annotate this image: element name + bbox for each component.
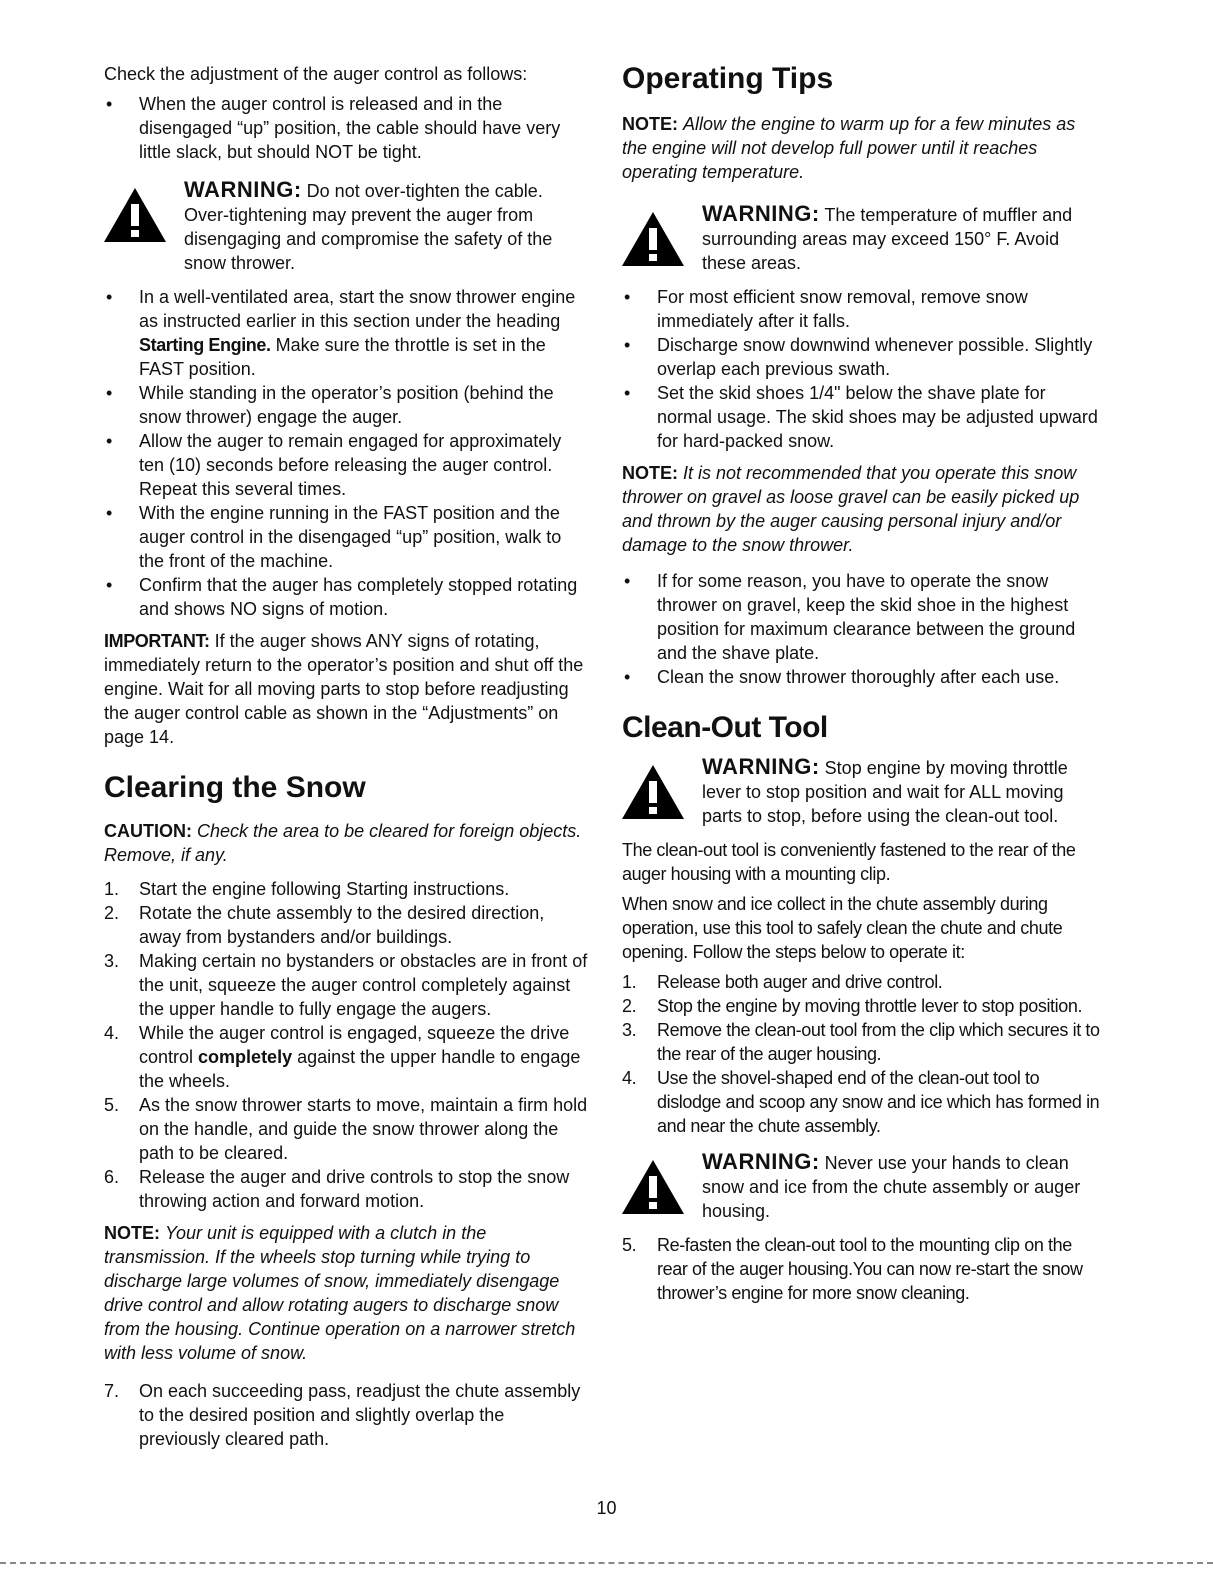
- step-number: 1.: [104, 879, 120, 899]
- warning-text: The temperature of muffler and surrounding areas may exceed 150° F. Avoid these areas.: [702, 205, 1073, 273]
- bullet: •: [106, 383, 113, 403]
- warning-triangle-icon: [622, 1160, 684, 1214]
- list-item-text: As the snow thrower starts to move, maintain a firm hold on the handle, and guide the snow thrower along the path to be cleared.: [139, 1095, 588, 1163]
- bullet: •: [624, 571, 631, 591]
- list-item: [622, 665, 1105, 689]
- list-item: [104, 285, 589, 381]
- bullet: •: [106, 575, 113, 595]
- list-item: [622, 970, 1105, 994]
- note-label: NOTE:: [104, 1223, 160, 1243]
- list-item-text: Discharge snow downwind whenever possible. Slightly overlap each previous swath.: [657, 335, 1093, 379]
- step-number: 6.: [104, 1167, 120, 1187]
- warning-box: [622, 1150, 1105, 1223]
- caution-text: Check the area to be cleared for foreign objects. Remove, if any.: [104, 821, 582, 865]
- list-item: [622, 1018, 1105, 1066]
- step-number: 5.: [104, 1095, 120, 1115]
- note-text: It is not recommended that you operate this snow thrower on gravel as loose gravel can be easily picked up and thrown by the auger causing personal injury and/or damage to the snow thrower.: [622, 463, 1080, 555]
- section-heading-clearing: Clearing the Snow: [104, 771, 366, 804]
- list-item-text: While standing in the operator’s position (behind the snow thrower) engage the auger.: [139, 383, 554, 427]
- list-item: [104, 501, 589, 573]
- step-number: 4.: [622, 1068, 637, 1088]
- bullet: •: [624, 667, 631, 687]
- caution-paragraph: [104, 819, 589, 867]
- list-item-text: Making certain no bystanders or obstacles are in front of the unit, squeeze the auger control completely against the upper handle to fully engage the augers.: [139, 951, 588, 1019]
- list-item: [104, 901, 589, 949]
- list-item-text: Re-fasten the clean-out tool to the mounting clip on the rear of the auger housing.You can now re-start the snow thrower’s engine for more snow cleaning.: [657, 1235, 1083, 1303]
- list-item: [104, 92, 589, 164]
- list-item-text: In a well-ventilated area, start the snow thrower engine as instructed earlier in this section under the heading: [139, 287, 576, 331]
- list-item-text: Confirm that the auger has completely stopped rotating and shows NO signs of motion.: [139, 575, 578, 619]
- list-item-text: Clean the snow thrower thoroughly after each use.: [657, 667, 1060, 687]
- bullet: •: [624, 287, 631, 307]
- list-item: [622, 333, 1105, 381]
- steps-list: [622, 970, 1105, 1138]
- list-item: [104, 877, 589, 901]
- list-item-text: If for some reason, you have to operate the snow thrower on gravel, keep the skid shoe in the highest position for maximum clearance between the ground and the shave plate.: [657, 571, 1076, 663]
- section-heading-cleanout: Clean-Out Tool: [622, 711, 828, 744]
- bullet: •: [624, 383, 631, 403]
- list-item: [622, 285, 1105, 333]
- right-column: [622, 62, 1105, 1305]
- list-item-text: Start the engine following Starting instructions.: [139, 879, 510, 899]
- list-item: [104, 1093, 589, 1165]
- list-item: [104, 573, 589, 621]
- note-text: Your unit is equipped with a clutch in the transmission. If the wheels stop turning while trying to discharge large volumes of snow, immediately disengage drive control and allow rotating augers to discharge snow from the housing. Continue operation on a narrower stretch with less volume of snow.: [104, 1223, 576, 1363]
- warning-triangle-icon: [104, 188, 166, 242]
- warning-box: [104, 178, 589, 275]
- intro-text: Check the adjustment of the auger control as follows:: [104, 64, 528, 84]
- warning-label: WARNING:: [702, 754, 820, 779]
- bold-ref: Starting Engine.: [139, 335, 271, 355]
- note-paragraph: [622, 112, 1105, 184]
- list-item-text: On each succeeding pass, readjust the chute assembly to the desired position and slightly overlap the previously cleared path.: [139, 1381, 581, 1449]
- list-item: [104, 949, 589, 1021]
- list-item-text: Stop the engine by moving throttle lever to stop position.: [657, 996, 1083, 1016]
- step-number: 3.: [104, 951, 120, 971]
- list-item: [104, 381, 589, 429]
- list-item: [104, 429, 589, 501]
- list-item: [104, 1021, 589, 1093]
- list-item-text: Release the auger and drive controls to stop the snow throwing action and forward motion.: [139, 1167, 570, 1211]
- warning-triangle-icon: [622, 212, 684, 266]
- warning-text: Do not over-tighten the cable. Over-tightening may prevent the auger from disengaging and compromise the safety of the snow thrower.: [184, 181, 553, 273]
- list-item-text: Make sure the throttle is set in the FAST position.: [139, 335, 546, 379]
- step-number: 4.: [104, 1023, 120, 1043]
- caution-label: CAUTION:: [104, 821, 192, 841]
- note-paragraph: [622, 461, 1105, 557]
- important-paragraph: [104, 629, 589, 749]
- important-text: If the auger shows ANY signs of rotating, immediately return to the operator’s position and shut off the engine. Wait for all moving parts to stop before readjusting the auger control cable as shown in the “Adjustments” on page 14.: [104, 631, 584, 747]
- list-item: [622, 1233, 1105, 1305]
- list-item-text: against the upper handle to engage the wheels.: [139, 1047, 581, 1091]
- step-number: 1.: [622, 972, 637, 992]
- note-label: NOTE:: [622, 114, 678, 134]
- steps-list: [104, 877, 589, 1021]
- tips-list: [622, 569, 1105, 689]
- bullet: •: [624, 335, 631, 355]
- bullet: •: [106, 94, 113, 114]
- warning-triangle-icon: [622, 765, 684, 819]
- warning-label: WARNING:: [184, 177, 302, 202]
- step-number: 2.: [104, 903, 120, 923]
- bullet: •: [106, 503, 113, 523]
- section-heading-tips: Operating Tips: [622, 62, 834, 95]
- step-number: 3.: [622, 1020, 637, 1040]
- list-item: [622, 381, 1105, 453]
- step-number: 5.: [622, 1235, 637, 1255]
- bold-text: completely: [198, 1047, 293, 1067]
- bullet: •: [106, 287, 113, 307]
- warning-text: Stop engine by moving throttle lever to stop position and wait for ALL moving parts to stop, before using the clean-out tool.: [702, 758, 1068, 826]
- list-item-text: Allow the auger to remain engaged for approximately ten (10) seconds before releasing the auger control. Repeat this several times.: [139, 431, 562, 499]
- important-label: IMPORTANT:: [104, 631, 210, 651]
- note-label: NOTE:: [622, 463, 678, 483]
- list-item: [622, 569, 1105, 665]
- list-item-text: Release both auger and drive control.: [657, 972, 943, 992]
- list-item: [104, 1165, 589, 1213]
- list-item-text: Rotate the chute assembly to the desired direction, away from bystanders and/or buildings.: [139, 903, 545, 947]
- page-number: 10: [596, 1498, 617, 1518]
- list-item-text: Use the shovel-shaped end of the clean-out tool to dislodge and scoop any snow and ice which has formed in and near the chute assembly.: [657, 1068, 1100, 1136]
- list-item: [622, 994, 1105, 1018]
- warning-label: WARNING:: [702, 201, 820, 226]
- list-item-text: Set the skid shoes 1/4" below the shave plate for normal usage. The skid shoes may be adjusted upward for hard-packed snow.: [657, 383, 1098, 451]
- list-item-text: For most efficient snow removal, remove snow immediately after it falls.: [657, 287, 1028, 331]
- bullet: •: [106, 431, 113, 451]
- body-paragraph: When snow and ice collect in the chute assembly during operation, use this tool to safely clean the chute and chute opening. Follow the steps below to operate it:: [622, 894, 1063, 962]
- list-item-text: When the auger control is released and in the disengaged “up” position, the cable should have very little slack, but should NOT be tight.: [139, 94, 561, 162]
- tips-list: [622, 285, 1105, 453]
- list-item-text: While the auger control is engaged, squeeze the drive control: [139, 1023, 570, 1067]
- list-item: [104, 1379, 589, 1451]
- list-item: [622, 1066, 1105, 1138]
- left-column: [104, 62, 589, 1451]
- list-item-text: With the engine running in the FAST position and the auger control in the disengaged “up” position, walk to the front of the machine.: [139, 503, 562, 571]
- note-paragraph: [104, 1221, 589, 1365]
- step-number: 2.: [622, 996, 637, 1016]
- warning-label: WARNING:: [702, 1149, 820, 1174]
- list-item-text: Remove the clean-out tool from the clip which secures it to the rear of the auger housing.: [657, 1020, 1100, 1064]
- body-paragraph: The clean-out tool is conveniently fastened to the rear of the auger housing with a mounting clip.: [622, 840, 1076, 884]
- step-number: 7.: [104, 1381, 120, 1401]
- warning-box: [622, 755, 1105, 828]
- warning-box: [622, 202, 1105, 275]
- page-border: [0, 1562, 1213, 1564]
- note-text: Allow the engine to warm up for a few minutes as the engine will not develop full power until it reaches operating temperature.: [622, 114, 1076, 182]
- warning-text: Never use your hands to clean snow and ice from the chute assembly or auger housing.: [702, 1153, 1081, 1221]
